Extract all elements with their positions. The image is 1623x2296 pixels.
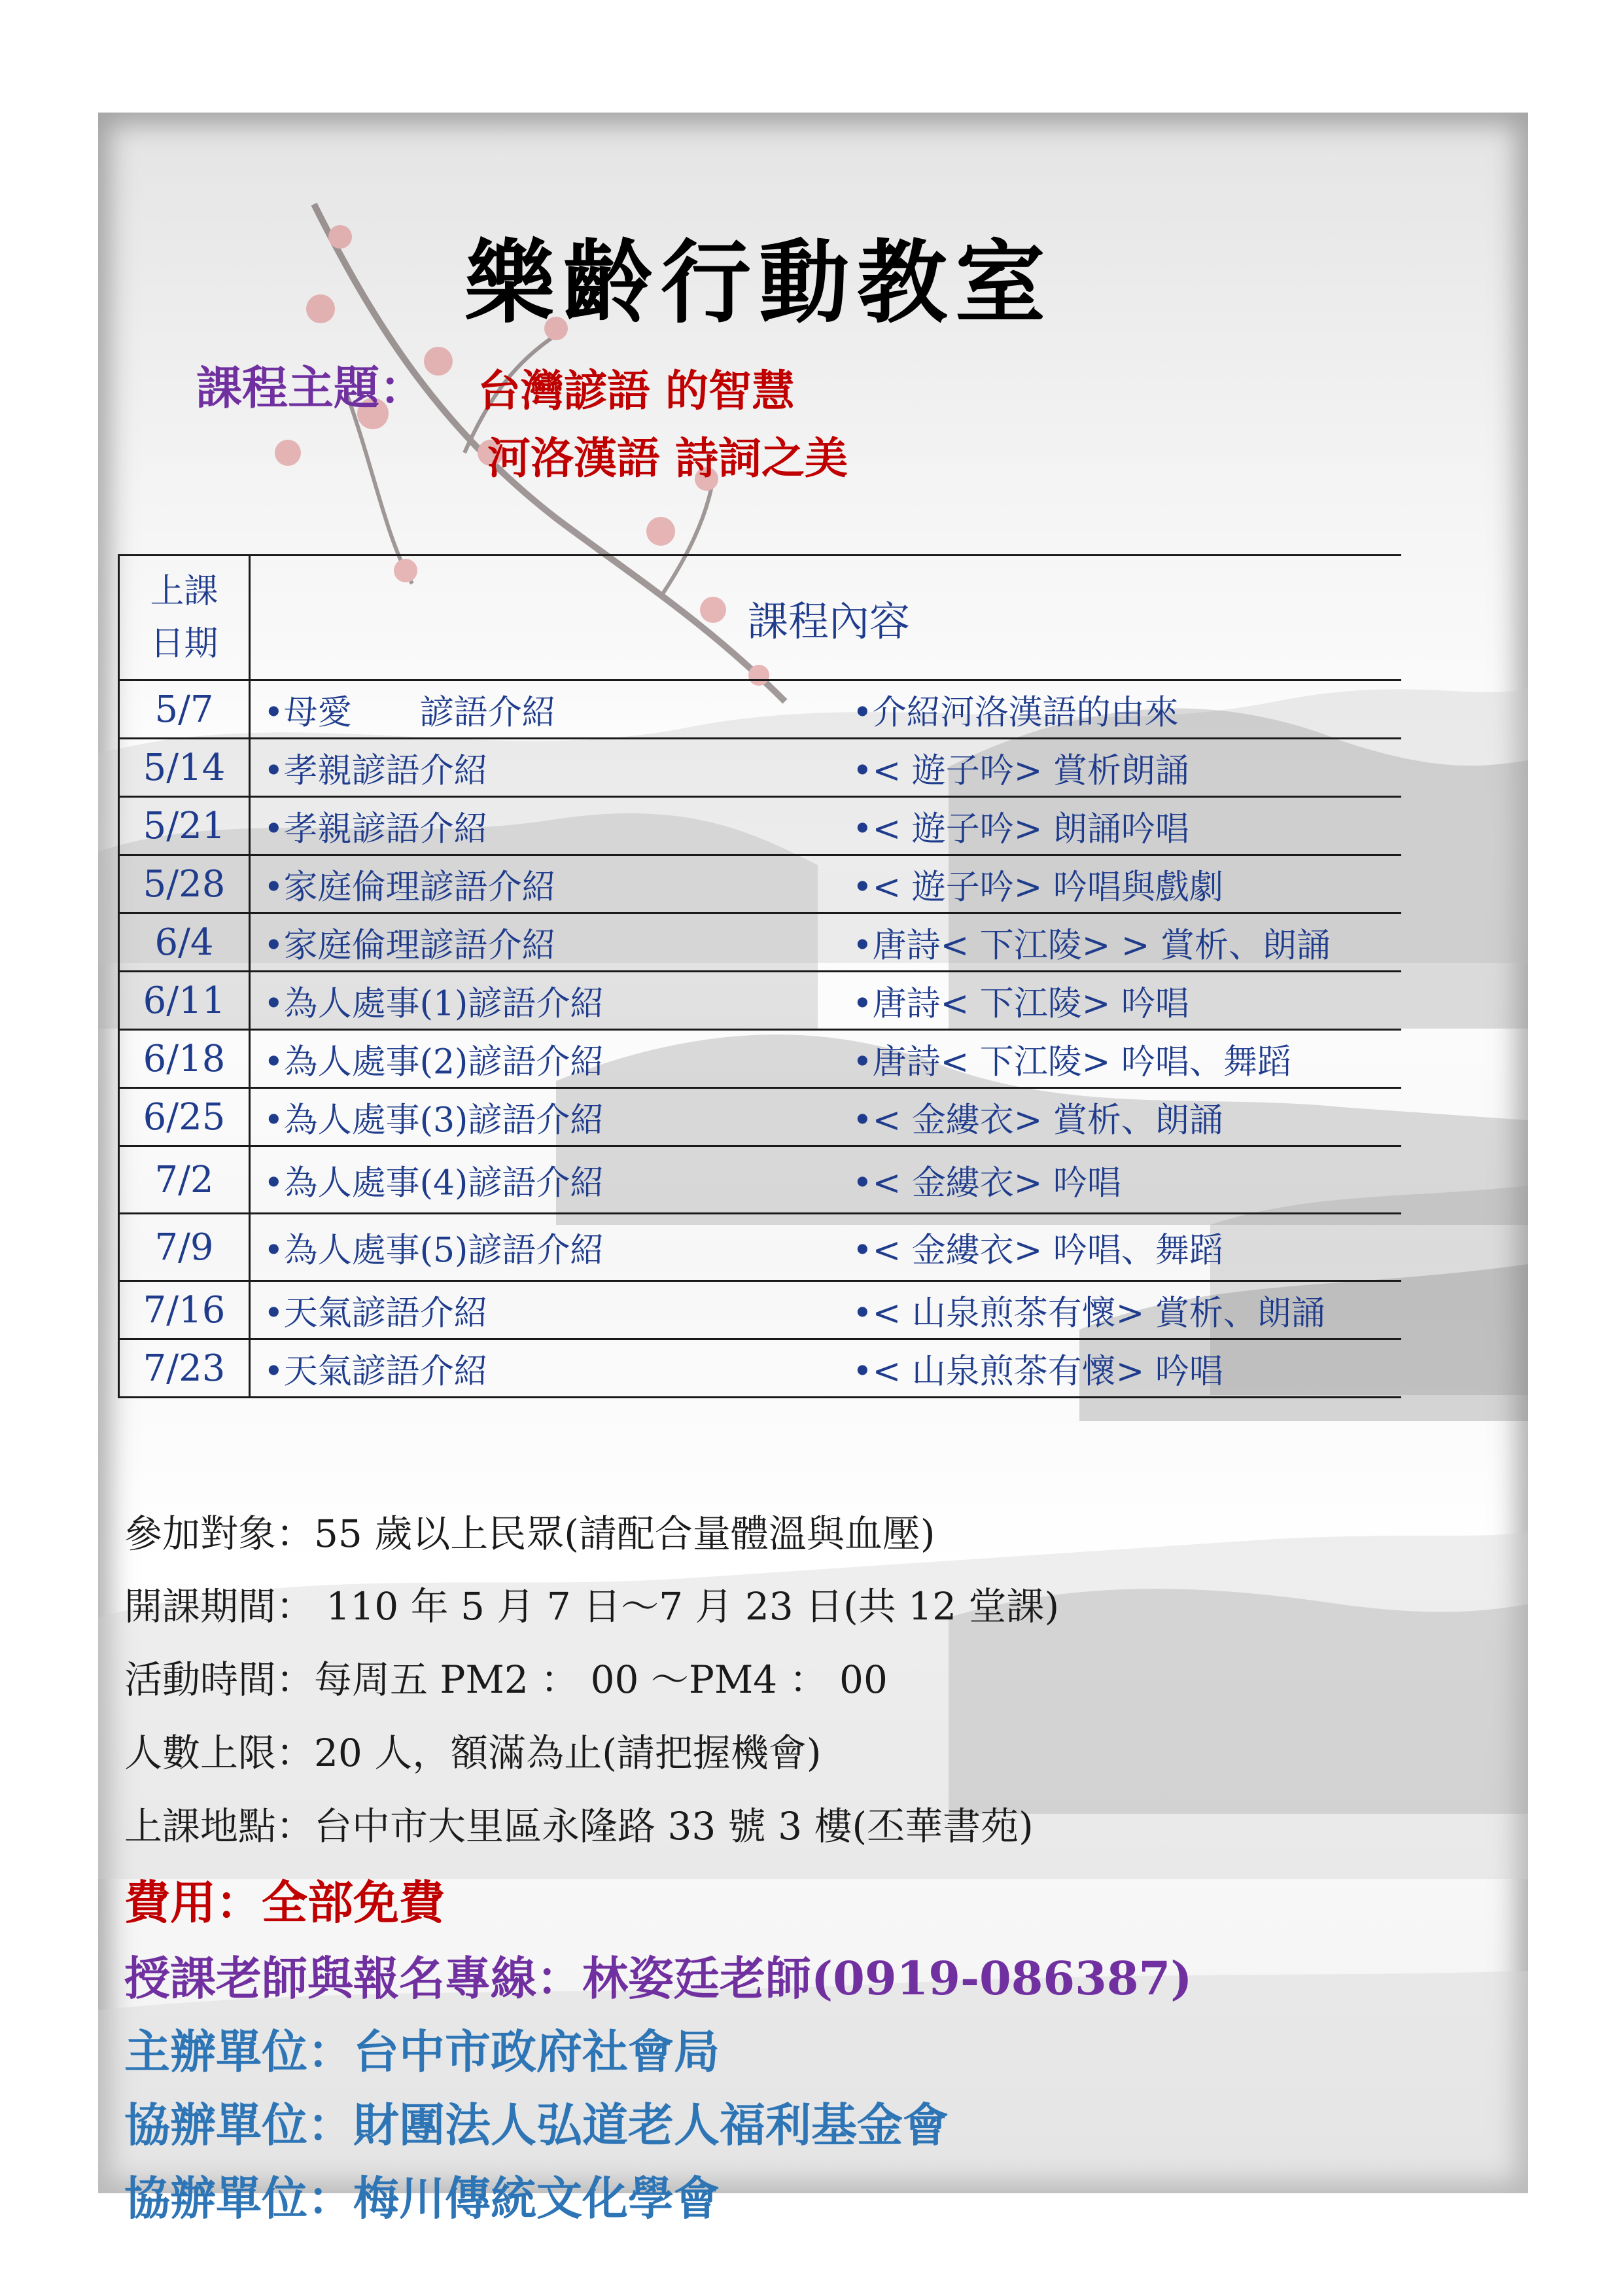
row-poetry-topic: •< 金縷衣> 吟唱、舞蹈	[852, 1231, 1223, 1271]
row-poetry-topic: •< 遊子吟> 朗誦吟唱	[852, 809, 1189, 849]
row-date: 5/14	[119, 739, 250, 797]
row-date: 7/9	[119, 1214, 250, 1281]
content-column-header: 課程內容	[250, 556, 1401, 680]
fee-info: 費用：全部免費	[124, 1875, 445, 1930]
course-period-info: 開課期間： 110 年 5 月 7 日～7 月 23 日(共 12 堂課)	[124, 1584, 1060, 1629]
table-row	[119, 1030, 1401, 1088]
row-poetry-topic: •< 金縷衣> 吟唱	[852, 1163, 1121, 1203]
capacity-info: 人數上限：20 人，額滿為止(請把握機會)	[124, 1731, 822, 1775]
teacher-contact-info: 授課老師與報名專線：林姿廷老師(0919-086387)	[124, 1951, 1193, 2005]
row-poetry-topic: •唐詩< 下江陵> 吟唱	[852, 984, 1189, 1024]
audience-info: 參加對象：55 歲以上民眾(請配合量體溫與血壓)	[124, 1511, 935, 1556]
row-poetry-topic: •< 遊子吟> 賞析朗誦	[852, 751, 1189, 791]
row-proverb-topic: •家庭倫理諺語介紹	[264, 926, 556, 966]
row-proverb-topic: •為人處事(4)諺語介紹	[264, 1163, 604, 1203]
row-poetry-topic: •< 山泉煎茶有懷> 吟唱	[852, 1352, 1223, 1392]
row-poetry-topic: •唐詩< 下江陵> 吟唱、舞蹈	[852, 1042, 1291, 1082]
activity-time-info: 活動時間：每周五 PM2 ： 00 ～PM4 ： 00	[124, 1657, 888, 1702]
row-content	[250, 797, 1401, 855]
table-row	[119, 1146, 1401, 1214]
row-content	[250, 1146, 1401, 1214]
co-organizer-1: 協辦單位：財團法人弘道老人福利基金會	[124, 2098, 949, 2152]
row-proverb-topic: •天氣諺語介紹	[264, 1352, 488, 1392]
table-row	[119, 1339, 1401, 1398]
topic-line-2: 河洛漢語 詩詞之美	[487, 433, 848, 484]
row-date: 7/23	[119, 1339, 250, 1398]
row-content	[250, 680, 1401, 739]
schedule-table	[118, 554, 1401, 1398]
row-proverb-topic: •為人處事(5)諺語介紹	[264, 1231, 604, 1271]
row-date: 6/11	[119, 972, 250, 1030]
row-proverb-topic: •為人處事(3)諺語介紹	[264, 1101, 604, 1140]
row-content	[250, 1088, 1401, 1146]
row-poetry-topic: •< 遊子吟> 吟唱與戲劇	[852, 868, 1223, 908]
table-row	[119, 972, 1401, 1030]
co-organizer-2: 協辦單位：梅川傳統文化學會	[124, 2171, 720, 2225]
row-date: 5/7	[119, 680, 250, 739]
row-content	[250, 1214, 1401, 1281]
table-row	[119, 913, 1401, 972]
location-info: 上課地點：台中市大里區永隆路 33 號 3 樓(丕華書苑)	[124, 1804, 1034, 1848]
table-row	[119, 1088, 1401, 1146]
row-proverb-topic: •孝親諺語介紹	[264, 809, 488, 849]
row-content	[250, 1339, 1401, 1398]
row-date: 6/18	[119, 1030, 250, 1088]
row-poetry-topic: •唐詩< 下江陵> > 賞析、朗誦	[852, 926, 1331, 966]
row-proverb-topic: •天氣諺語介紹	[264, 1294, 488, 1333]
row-content	[250, 972, 1401, 1030]
row-proverb-topic: •母愛 諺語介紹	[264, 693, 556, 733]
row-date: 7/16	[119, 1281, 250, 1339]
table-row	[119, 739, 1401, 797]
table-row	[119, 680, 1401, 739]
row-content	[250, 855, 1401, 913]
row-poetry-topic: •< 金縷衣> 賞析、朗誦	[852, 1101, 1223, 1140]
row-poetry-topic: •< 山泉煎茶有懷> 賞析、朗誦	[852, 1294, 1325, 1333]
poster-background	[98, 113, 1528, 2225]
row-date: 7/2	[119, 1146, 250, 1214]
row-proverb-topic: •為人處事(2)諺語介紹	[264, 1042, 604, 1082]
table-row	[119, 855, 1401, 913]
row-content	[250, 913, 1401, 972]
page-title: 樂齡行動教室	[464, 229, 1054, 336]
date-column-header	[119, 556, 250, 680]
row-content	[250, 1030, 1401, 1088]
row-content	[250, 1281, 1401, 1339]
table-row	[119, 797, 1401, 855]
row-date: 5/21	[119, 797, 250, 855]
row-content	[250, 739, 1401, 797]
row-proverb-topic: •為人處事(1)諺語介紹	[264, 984, 604, 1024]
table-row	[119, 1214, 1401, 1281]
row-date: 6/4	[119, 913, 250, 972]
row-date: 5/28	[119, 855, 250, 913]
date-header-line-2: 日期	[150, 624, 218, 663]
row-proverb-topic: •家庭倫理諺語介紹	[264, 868, 556, 908]
date-header-line-1: 上課	[150, 572, 218, 611]
row-date: 6/25	[119, 1088, 250, 1146]
row-poetry-topic: •介紹河洛漢語的由來	[852, 693, 1179, 733]
row-proverb-topic: •孝親諺語介紹	[264, 751, 488, 791]
table-row	[119, 1281, 1401, 1339]
topic-line-1: 台灣諺語 的智慧	[478, 365, 795, 416]
topic-label: 課程主題：	[196, 361, 425, 415]
table-header-row	[119, 556, 1401, 680]
host-organizer: 主辦單位：台中市政府社會局	[124, 2024, 720, 2079]
